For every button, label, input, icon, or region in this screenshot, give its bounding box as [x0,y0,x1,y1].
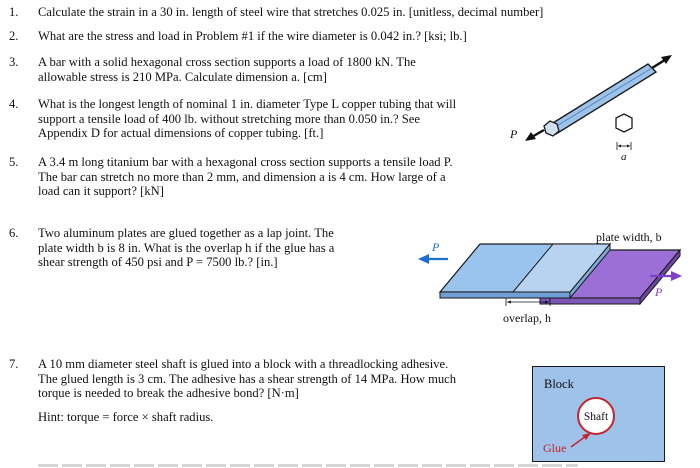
lap-load-left-label: P [432,240,440,254]
problem-text-line: What is the longest length of nominal 1 in. diameter Type L copper tubing that will [38,97,457,111]
problem-text: Calculate the strain in a 30 in. length of steel wire that stretches 0.025 in. [unitless, decimal number] [38,5,544,19]
hex-cross-section [616,114,632,132]
problem-number: 2. [9,29,19,43]
problem-text-line: allowable stress is 210 MPa. Calculate dimension a. [cm] [38,69,327,84]
problem-text-line: Appendix D for actual dimensions of copper tubing. [ft.] [38,126,324,140]
dimension-a-marker [617,142,631,150]
load-arrow-left [418,254,448,264]
hint-text: Hint: torque = force × shaft radius. [38,409,214,424]
hex-bar [544,64,656,136]
glue-label: Glue [543,441,567,455]
problem-text-line: A bar with a solid hexagonal cross section supports a load of 1800 kN. The [38,55,416,69]
problem-text-line: torque is needed to break the adhesive bond? [N·m] [38,386,299,400]
plate-width-label: plate width, b [596,230,662,244]
load-arrow-left [525,130,544,141]
problem-number: 3. [9,55,19,69]
problem-number: 6. [9,226,19,240]
problem-text: What are the stress and load in Problem #1 if the wire diameter is 0.042 in.? [ksi; lb.] [38,29,467,43]
hexagonal-bar-figure [500,50,700,175]
problem-text-line: support a tensile load of 400 lb. without stretching more than 0.050 in.? See [38,111,420,126]
problem-text-line: plate width b is 8 in. What is the overlap h if the glue has a [38,240,335,255]
load-arrow-right [652,55,672,68]
block-label: Block [544,377,574,391]
problem-text-line: The bar can stretch no more than 2 mm, and dimension a is 4 cm. How large of a [38,169,446,184]
shaft-label: Shaft [583,411,609,423]
bar-dimension-label: a [621,151,627,163]
problem-text-line: Two aluminum plates are glued together as a lap joint. The [38,226,334,240]
overlap-label: overlap, h [503,311,551,325]
problem-number: 5. [9,155,19,169]
lap-load-right-label: P [655,285,663,299]
block-figure [532,366,665,462]
problem-number: 7. [9,357,19,371]
problem-text-line: The glued length is 3 cm. The adhesive has a shear strength of 14 MPa. How much [38,371,457,386]
glue-arrow [570,429,594,451]
problem-text-line: A 3.4 m long titanium bar with a hexagonal cross section supports a tensile load P. [38,155,453,169]
problem-text-line: load can it support? [kN] [38,184,164,198]
problem-text-line: A 10 mm diameter steel shaft is glued into a block with a threadlocking adhesive. [38,357,449,371]
problem-number: 1. [9,5,19,19]
cutoff-text-line [0,462,700,468]
bar-load-label: P [510,127,518,141]
problem-text-line: shear strength of 450 psi and P = 7500 lb.? [in.] [38,255,278,269]
problem-number: 4. [9,97,19,111]
